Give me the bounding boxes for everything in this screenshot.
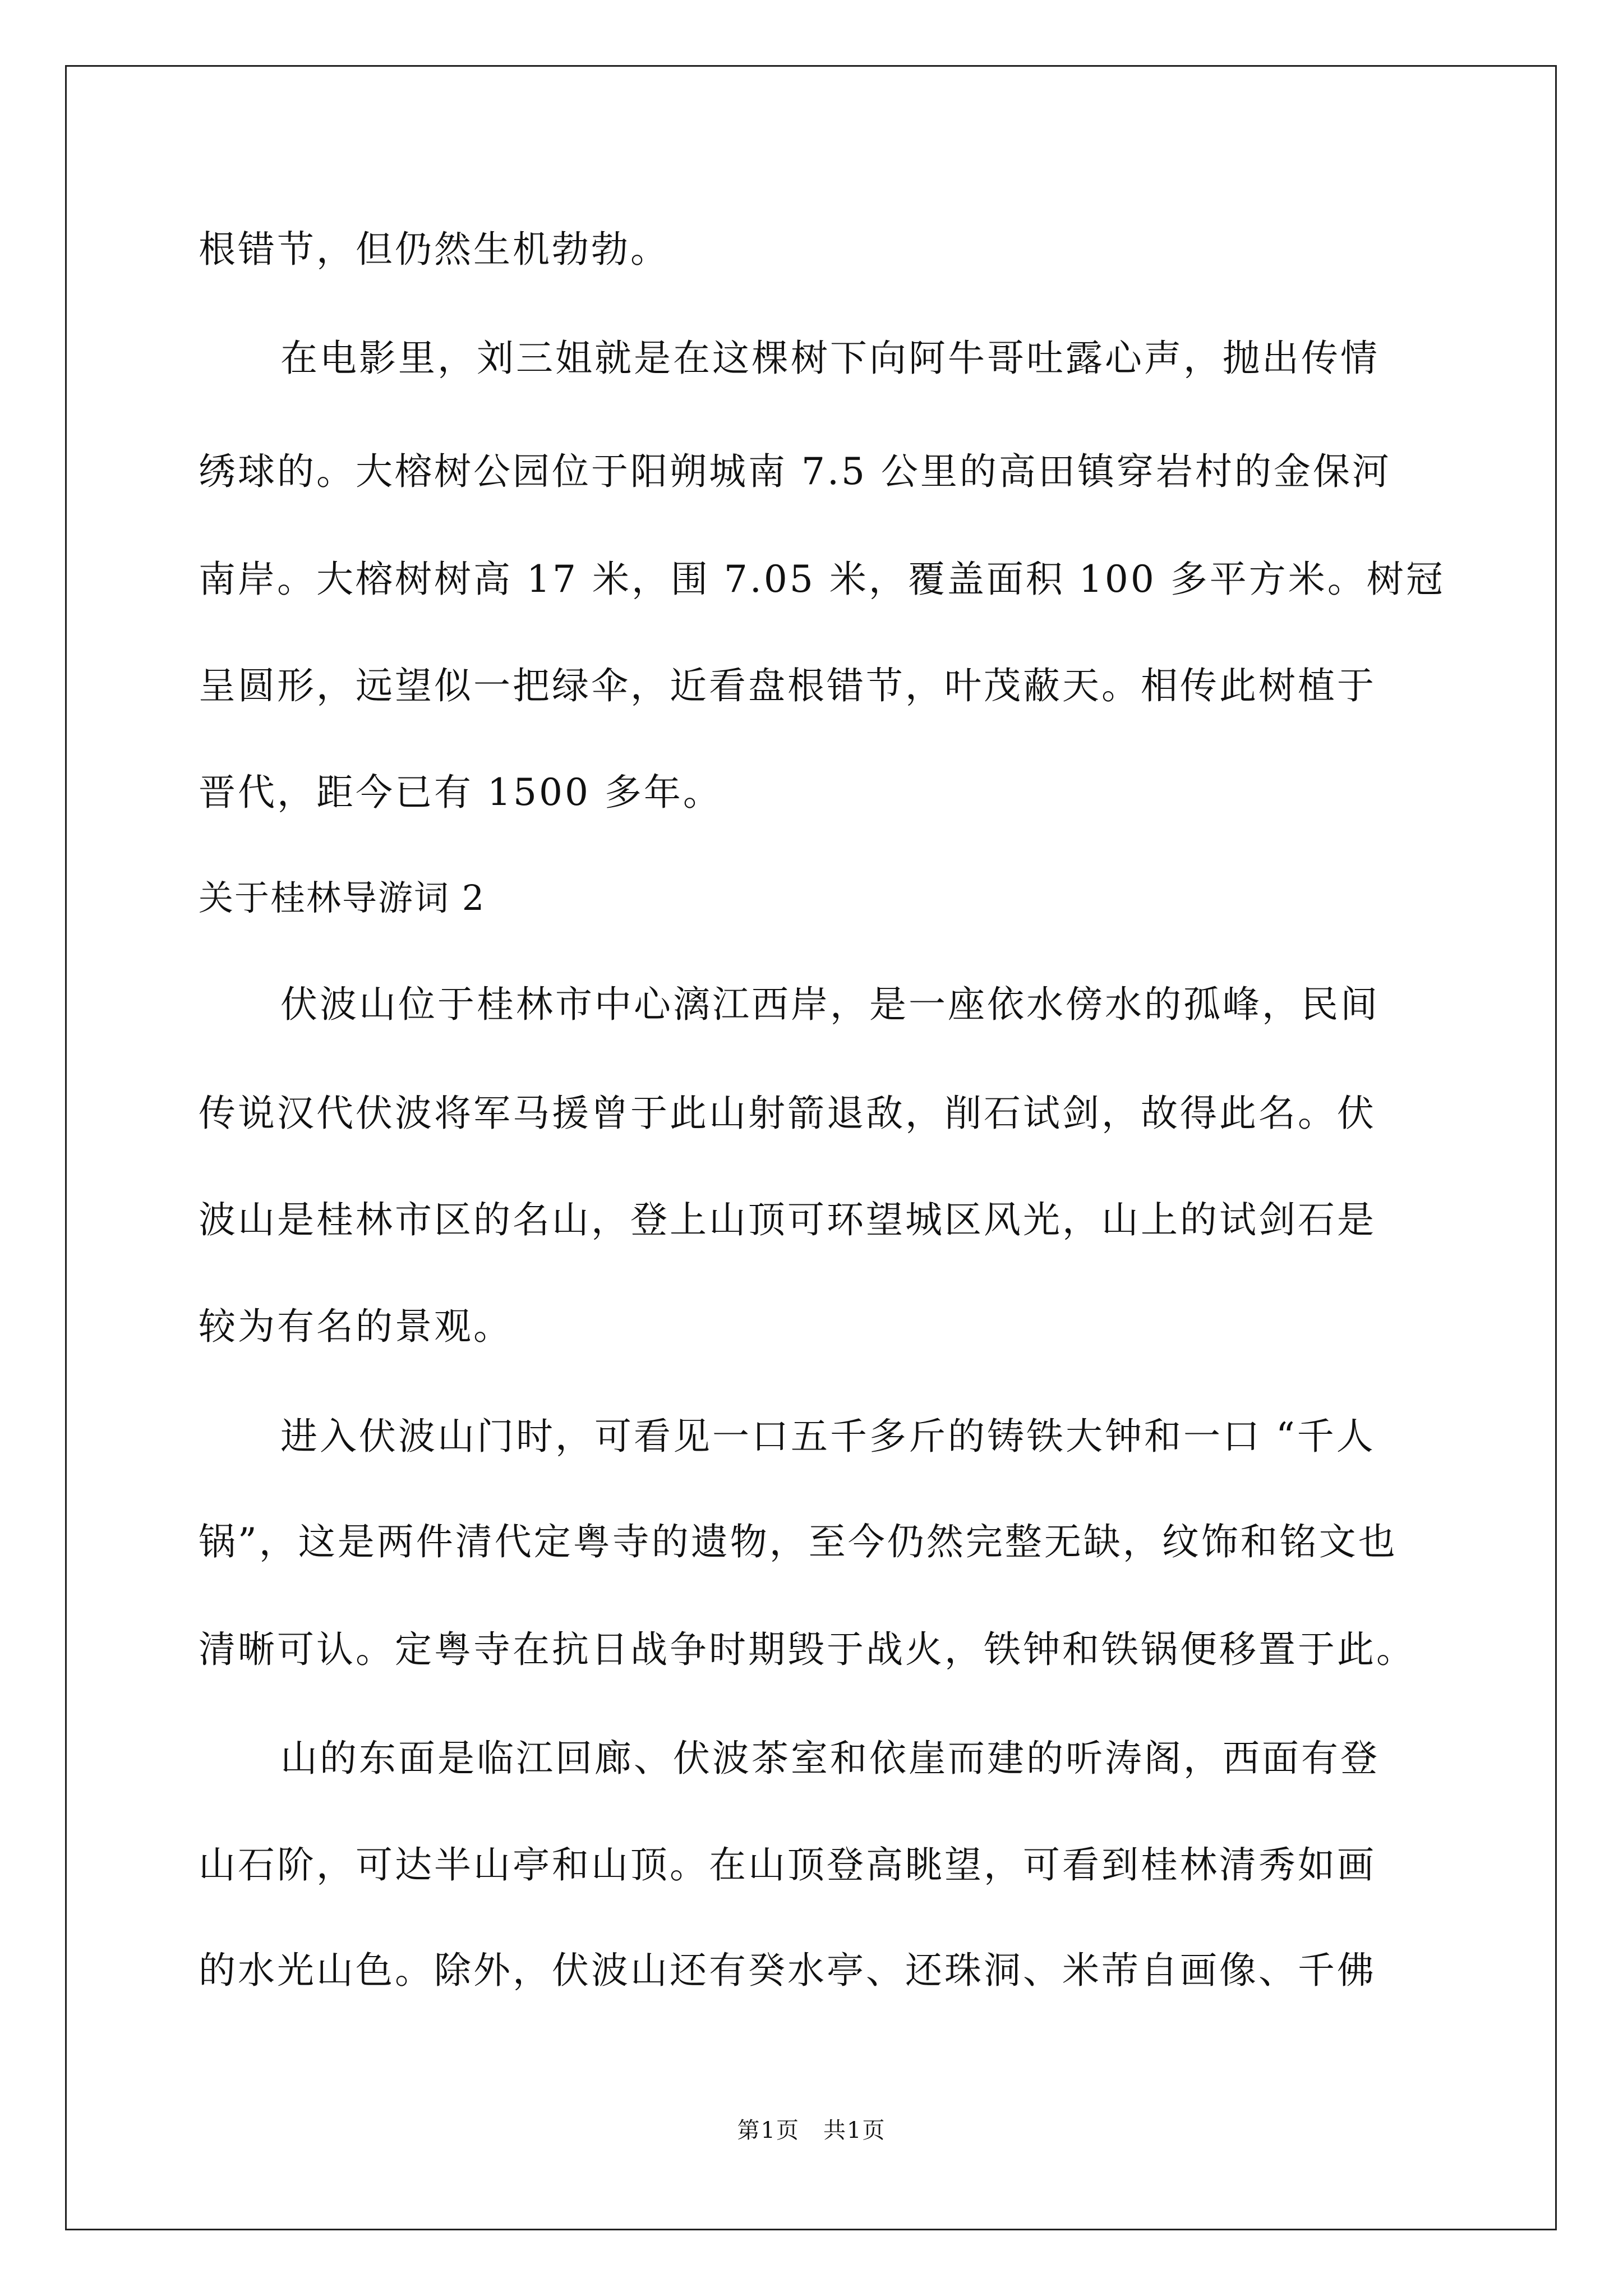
text-line: 山石阶，可达半山亭和山顶。在山顶登高眺望，可看到桂林清秀如画 — [199, 1843, 1376, 1887]
text-line: 在电影里，刘三姐就是在这棵树下向阿牛哥吐露心声，抛出传情 — [280, 337, 1380, 380]
text-line: 呈圆形，远望似一把绿伞，近看盘根错节，叶茂蔽天。相传此树植于 — [199, 664, 1376, 707]
text-line: 山的东面是临江回廊、伏波茶室和依崖而建的听涛阁，西面有登 — [280, 1737, 1380, 1780]
text-line: 进入伏波山门时，可看见一口五千多斤的铸铁大钟和一口 “千人 — [280, 1415, 1376, 1458]
text-line: 波山是桂林市区的名山，登上山顶可环望城区风光，山上的试剑石是 — [199, 1198, 1376, 1241]
section-heading: 关于桂林导游词 2 — [199, 877, 486, 918]
text-line: 较为有名的景观。 — [199, 1305, 513, 1348]
page-border — [65, 65, 1557, 2230]
text-line: 晋代，距今已有 1500 多年。 — [199, 771, 722, 814]
text-line: 伏波山位于桂林市中心漓江西岸，是一座依水傍水的孤峰，民间 — [280, 983, 1380, 1026]
text-line: 清晰可认。定粤寺在抗日战争时期毁于战火，铁钟和铁锅便移置于此。 — [199, 1628, 1415, 1671]
text-line: 的水光山色。除外，伏波山还有癸水亭、还珠洞、米芾自画像、千佛 — [199, 1949, 1376, 1992]
text-line: 绣球的。大榕树公园位于阳朔城南 7.5 公里的高田镇穿岩村的金保河 — [199, 450, 1391, 493]
page-number: 第1页 共1页 — [737, 2118, 886, 2143]
text-line: 传说汉代伏波将军马援曾于此山射箭退敌，削石试剑，故得此名。伏 — [199, 1092, 1376, 1135]
text-line: 锅”，这是两件清代定粤寺的遗物，至今仍然完整无缺，纹饰和铭文也 — [199, 1520, 1398, 1563]
text-line: 根错节，但仍然生机勃勃。 — [199, 228, 670, 271]
text-line: 南岸。大榕树树高 17 米，围 7.05 米，覆盖面积 100 多平方米。树冠 — [199, 558, 1445, 601]
